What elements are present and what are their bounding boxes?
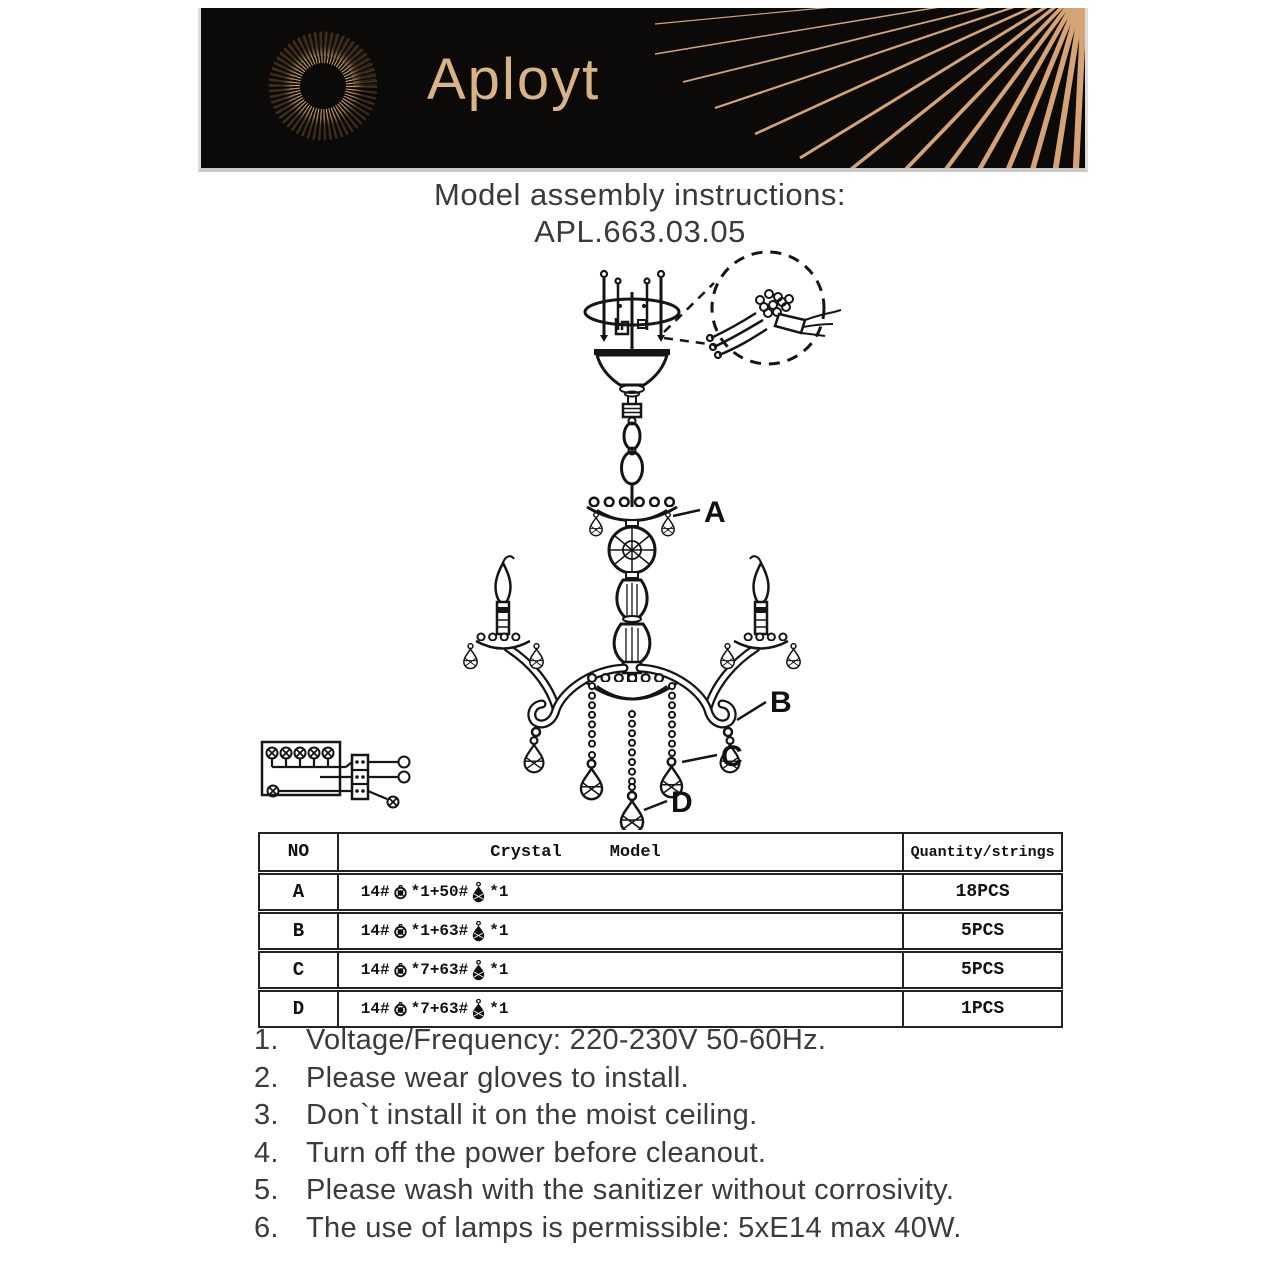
spec-text: *1+50# [410, 883, 469, 901]
model-number: APL.663.03.05 [534, 214, 746, 249]
list-item [254, 1097, 1234, 1135]
row-a-no: A [259, 873, 338, 912]
label-b: B [770, 686, 792, 719]
teardrop-icon [471, 882, 486, 903]
row-b-spec [339, 921, 902, 942]
wiring-schematic [262, 742, 410, 808]
table-row [259, 912, 1062, 951]
spec-text: *1 [489, 961, 509, 979]
bottom-bowl [586, 678, 678, 699]
table-header-row [259, 833, 1062, 873]
teardrop-icon [471, 921, 486, 942]
spec-text: 14# [360, 1000, 390, 1018]
item-number: 6. [254, 1211, 279, 1244]
list-item [254, 1172, 1234, 1210]
bead-icon [393, 963, 408, 978]
header-no: NO [259, 833, 338, 873]
item-number: 1. [254, 1024, 279, 1056]
item-text: Turn off the power before cleanout. [306, 1136, 767, 1169]
row-d-qty: 1PCS [903, 990, 1062, 1028]
spec-text: *1 [489, 1000, 509, 1018]
row-c-spec [339, 960, 902, 981]
starburst-logo-icon [255, 18, 391, 154]
label-c: C [721, 740, 743, 773]
row-d-spec [339, 999, 902, 1020]
row-d-no: D [259, 990, 338, 1028]
header-model: Model [609, 842, 661, 862]
spec-text: 14# [360, 883, 390, 901]
canopy [594, 352, 670, 417]
header-quantity: Quantity/strings [903, 833, 1062, 873]
bead-icon [393, 1002, 408, 1017]
row-a-spec [339, 882, 902, 903]
item-text: Don`t install it on the moist ceiling. [306, 1099, 758, 1131]
item-text: Voltage/Frequency: 220-230V 50-60Hz. [306, 1024, 827, 1056]
item-text: Please wear gloves to install. [306, 1061, 689, 1094]
central-column [609, 520, 655, 682]
spec-text: *7+63# [410, 1000, 469, 1018]
label-a: A [704, 496, 726, 529]
item-text: The use of lamps is permissible: 5xE14 max 40W. [306, 1211, 962, 1244]
arm-left [464, 556, 624, 772]
row-c-qty: 5PCS [903, 951, 1062, 990]
row-c-no: C [259, 951, 338, 990]
item-number: 3. [254, 1099, 279, 1131]
list-item [254, 1022, 1234, 1060]
header-crystal-model [338, 833, 903, 873]
spec-text: *7+63# [410, 961, 469, 979]
row-b-no: B [259, 912, 338, 951]
spec-text: *1 [489, 922, 509, 940]
list-item [254, 1210, 1234, 1248]
header-crystal: Crystal [490, 842, 562, 862]
item-number: 2. [254, 1061, 279, 1094]
twisted-wires-icon [756, 290, 793, 317]
bead-icon [393, 924, 408, 939]
item-number: 5. [254, 1174, 279, 1206]
brand-banner [198, 8, 1088, 172]
teardrop-icon [471, 960, 486, 981]
spec-text: *1+63# [410, 922, 469, 940]
teardrop-icon [471, 999, 486, 1020]
spec-text: *1 [489, 883, 509, 901]
instructions-list [254, 1022, 1234, 1247]
rays-decoration-icon [655, 8, 1085, 168]
table-row [259, 951, 1062, 990]
table-row [259, 873, 1062, 912]
list-item [254, 1060, 1234, 1098]
item-text: Please wash with the sanitizer without corrosivity. [306, 1174, 955, 1206]
row-a-qty: 18PCS [903, 873, 1062, 912]
label-d: D [671, 786, 693, 819]
list-item [254, 1135, 1234, 1173]
spec-text: 14# [360, 961, 390, 979]
title-block [0, 176, 1280, 250]
assembly-diagram [0, 250, 1280, 830]
brand-wordmark: Aployt [427, 47, 601, 112]
crystal-strands [581, 686, 682, 830]
bead-icon [393, 885, 408, 900]
wiring-callout [664, 252, 841, 364]
row-b-qty: 5PCS [903, 912, 1062, 951]
page-title: Model assembly instructions: [434, 177, 846, 212]
parts-table [258, 832, 1063, 1028]
item-number: 4. [254, 1136, 279, 1169]
part-labels [644, 496, 792, 819]
spec-text: 14# [360, 922, 390, 940]
